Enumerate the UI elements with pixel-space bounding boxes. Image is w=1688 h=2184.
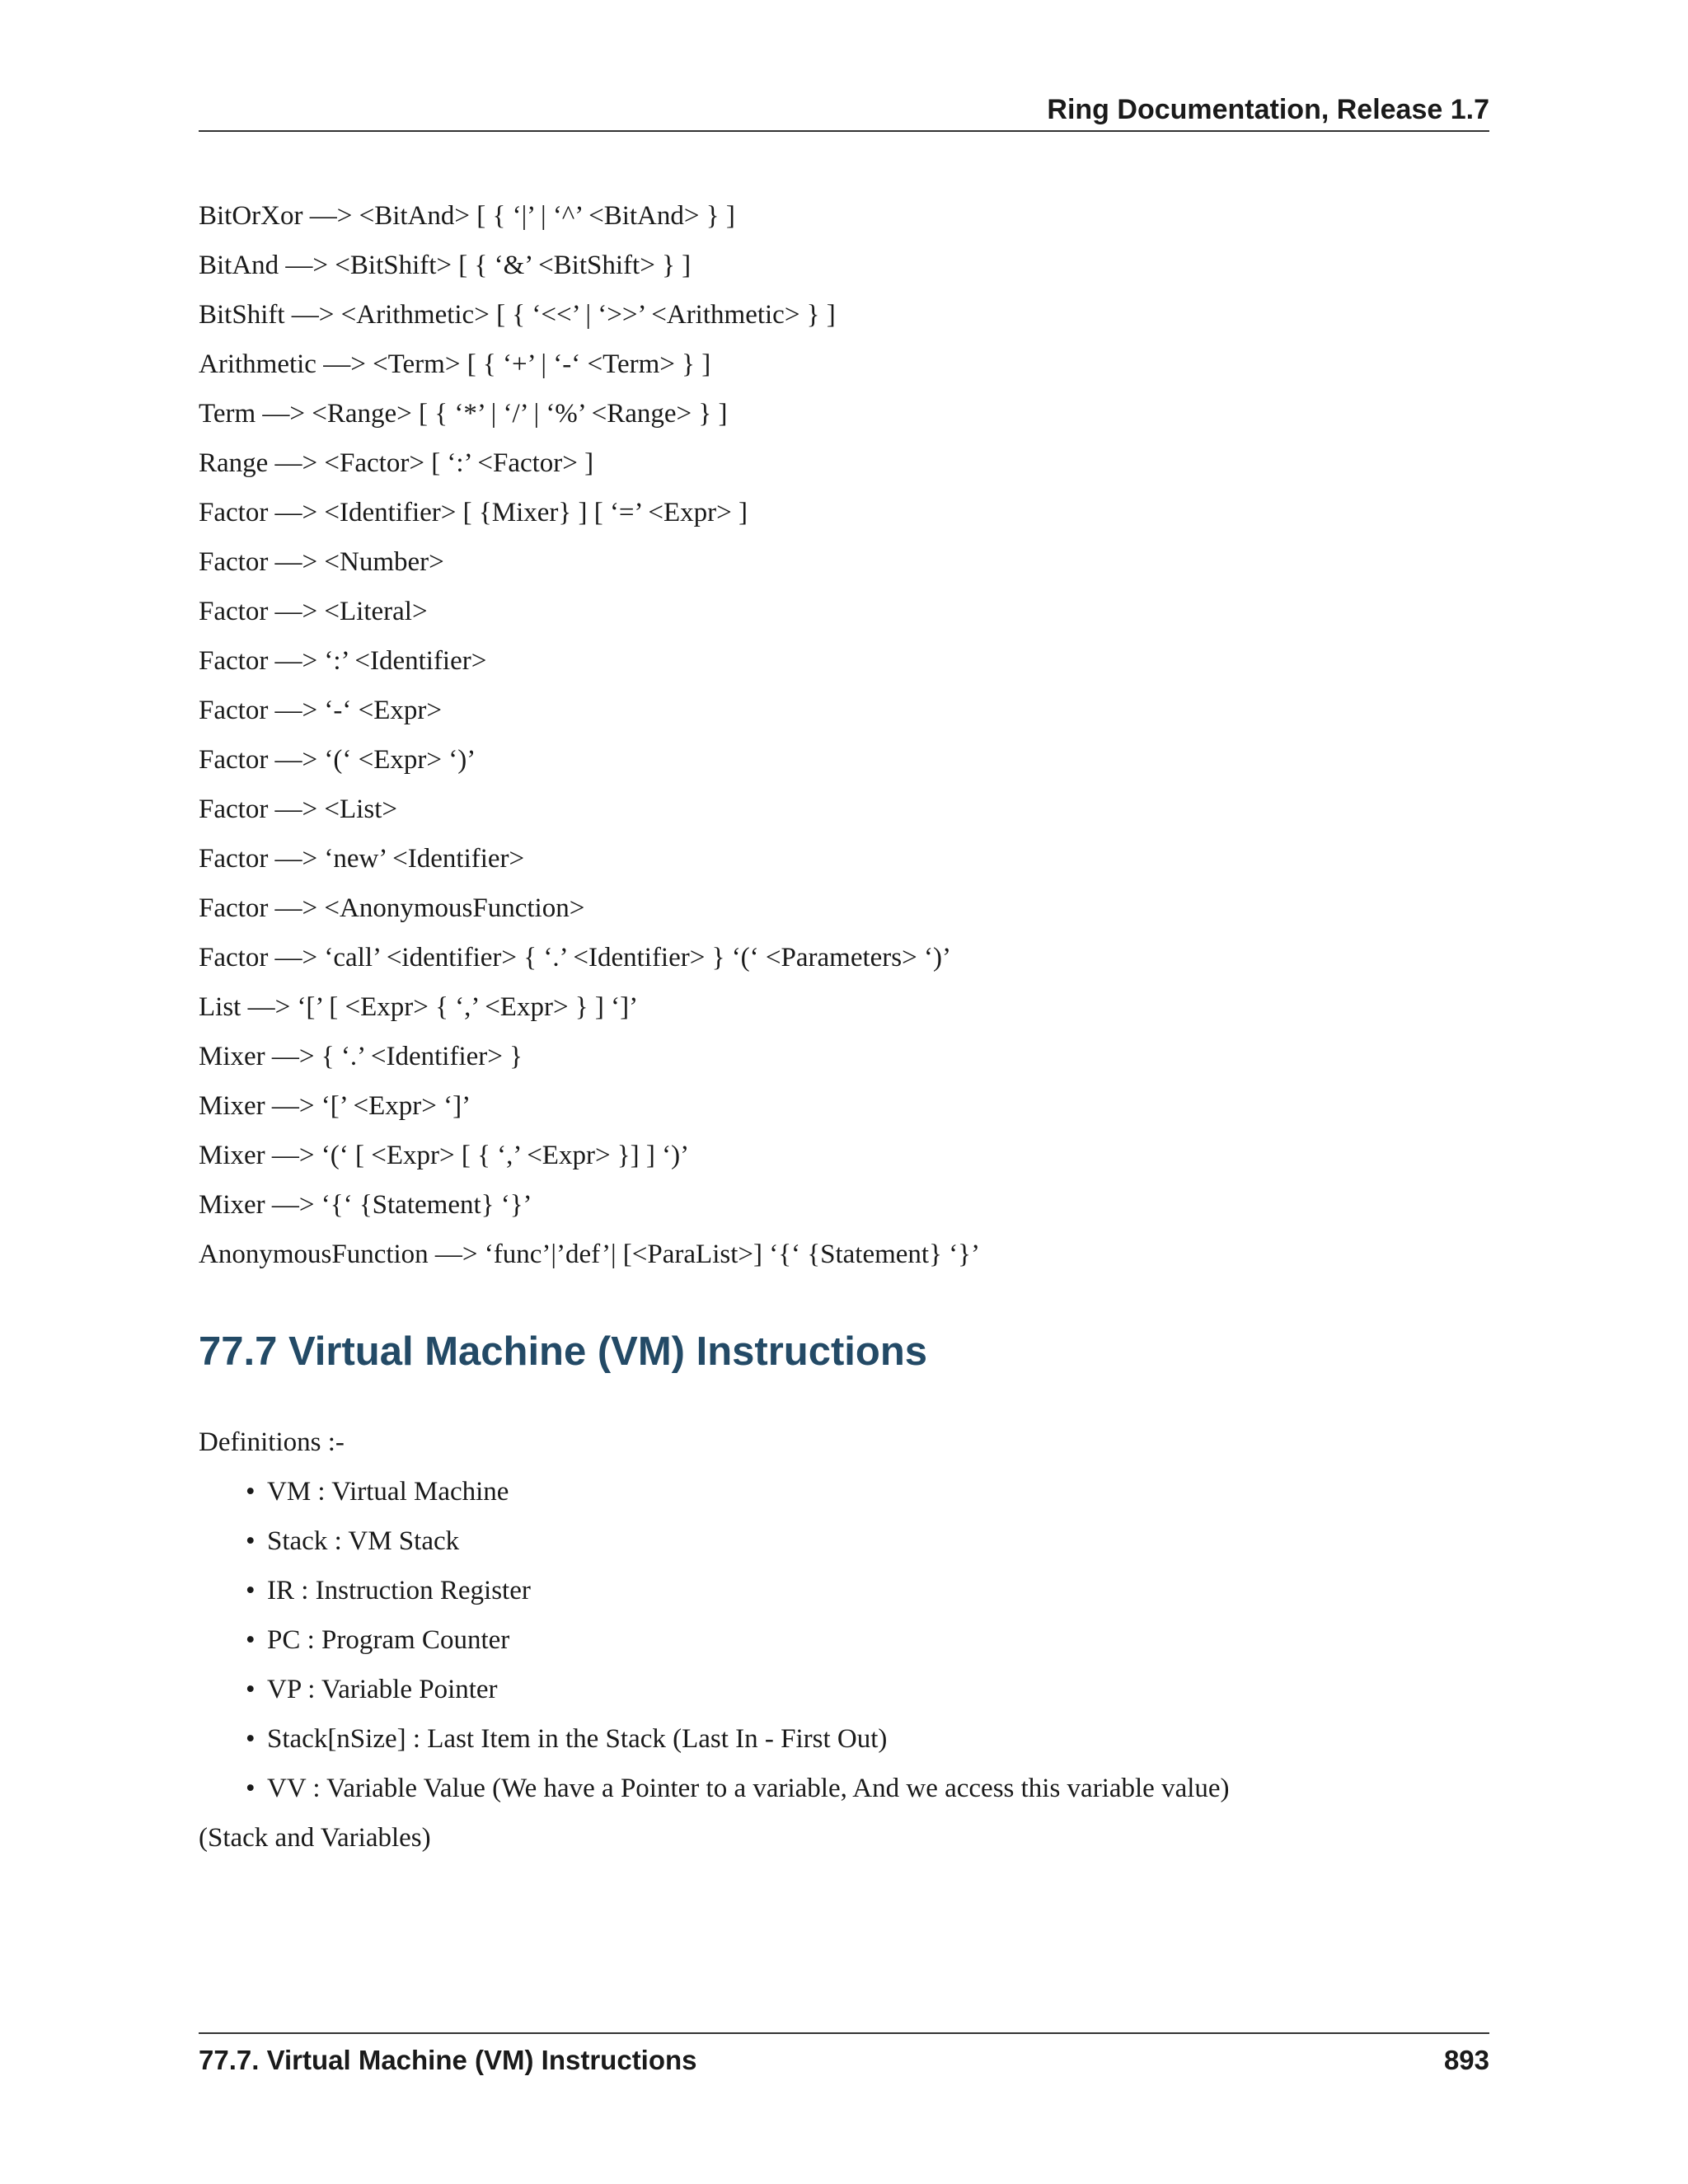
definition-text: VM : Virtual Machine [267,1477,509,1507]
bullet-icon: • [246,1477,256,1507]
grammar-rule: Factor —> ‘call’ <identifier> { ‘.’ <Identifier> } ‘(‘ <Parameters> ‘)’ [199,943,951,972]
list-item [199,1721,1489,1770]
grammar-rule: Arithmetic —> <Term> [ { ‘+’ | ‘-‘ <Term> } ] [199,349,711,379]
page-footer [199,2032,1489,2080]
list-item [199,1523,1489,1572]
grammar-rule: Range —> <Factor> [ ‘:’ <Factor> ] [199,448,594,478]
grammar-rule: Factor —> ‘-‘ <Expr> [199,696,443,725]
page-header [199,89,1489,132]
header-title: Ring Documentation, Release 1.7 [1047,94,1489,125]
grammar-rules [199,198,1489,1286]
definition-text: VV : Variable Value (We have a Pointer to a variable, And we access this variable value) [267,1774,1230,1803]
grammar-rule: Mixer —> ‘{‘ {Statement} ‘}’ [199,1190,532,1220]
bullet-icon: • [246,1774,256,1803]
grammar-rule: Term —> <Range> [ { ‘*’ | ‘/’ | ‘%’ <Range> } ] [199,399,728,429]
bullet-icon: • [246,1724,256,1754]
definition-text: IR : Instruction Register [267,1576,531,1605]
grammar-rule: BitOrXor —> <BitAnd> [ { ‘|’ | ‘^’ <BitAnd> } ] [199,201,735,231]
grammar-rule: Factor —> <Identifier> [ {Mixer} ] [ ‘=’ <Expr> ] [199,498,748,527]
definitions-list [199,1474,1489,1820]
bullet-icon: • [246,1526,256,1556]
list-item [199,1572,1489,1622]
grammar-rule: Mixer —> ‘[’ <Expr> ‘]’ [199,1091,471,1121]
grammar-rule: Factor —> ‘(‘ <Expr> ‘)’ [199,745,476,775]
grammar-rule: Factor —> ‘:’ <Identifier> [199,646,487,676]
bullet-icon: • [246,1625,256,1655]
list-item [199,1770,1489,1820]
closing-note: (Stack and Variables) [199,1823,431,1853]
grammar-rule: Factor —> <AnonymousFunction> [199,893,585,923]
list-item [199,1474,1489,1523]
grammar-rule: Factor —> <Number> [199,547,444,577]
grammar-rule: Factor —> ‘new’ <Identifier> [199,844,525,874]
grammar-rule: Mixer —> { ‘.’ <Identifier> } [199,1042,523,1071]
grammar-rule: Factor —> <List> [199,794,397,824]
definition-text: Stack : VM Stack [267,1526,460,1556]
definition-text: PC : Program Counter [267,1625,510,1655]
definitions-block [199,1424,1489,1869]
page-number: 893 [1443,2045,1489,2075]
grammar-rule: List —> ‘[’ [ <Expr> { ‘,’ <Expr> } ] ‘]’ [199,992,639,1022]
definition-text: VP : Variable Pointer [267,1675,498,1704]
list-item [199,1671,1489,1721]
grammar-rule: Factor —> <Literal> [199,597,428,626]
bullet-icon: • [246,1675,256,1704]
grammar-rule: BitShift —> <Arithmetic> [ { ‘<<’ | ‘>>’ <Arithmetic> } ] [199,300,836,330]
definitions-intro: Definitions :- [199,1427,345,1457]
list-item [199,1622,1489,1671]
grammar-rule: Mixer —> ‘(‘ [ <Expr> [ { ‘,’ <Expr> }] ] ‘)’ [199,1141,690,1170]
footer-section-label: 77.7. Virtual Machine (VM) Instructions [199,2045,697,2075]
grammar-rule: BitAnd —> <BitShift> [ { ‘&’ <BitShift> } ] [199,251,692,280]
grammar-rule: AnonymousFunction —> ‘func’|’def’| [<ParaList>] ‘{‘ {Statement} ‘}’ [199,1240,981,1269]
definition-text: Stack[nSize] : Last Item in the Stack (Last In - First Out) [267,1724,888,1754]
bullet-icon: • [246,1576,256,1605]
section-heading: 77.7 Virtual Machine (VM) Instructions [199,1329,928,1374]
